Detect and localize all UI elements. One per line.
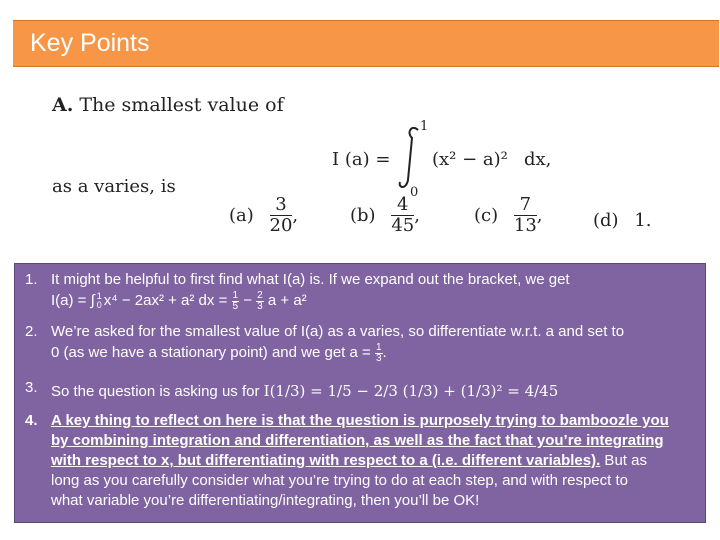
option-b: (b) $\frac{4}{45}$ , xyxy=(350,194,420,236)
point-1-line1: It might be helpful to first find what I(a) is. If we expand out the bracket, we get xyxy=(51,271,570,288)
question-block xyxy=(0,80,720,250)
formula-lhs: I (a) = xyxy=(332,149,391,170)
point-2-number: 2. xyxy=(25,323,38,340)
differential: dx, xyxy=(524,149,552,170)
title-bar xyxy=(13,20,719,67)
integral-upper: 1 xyxy=(420,119,429,134)
question-intro-text: The smallest value of xyxy=(79,94,284,116)
key-points-box xyxy=(14,263,706,523)
point-3-number: 3. xyxy=(25,379,38,396)
point-4-line4: long as you carefully consider what you’re trying to do at each step, and with respect to xyxy=(51,472,628,489)
option-b-fraction: $\frac{4}{45}$ xyxy=(391,194,415,236)
point-3-expression: I(1/3) = 1/5 − 2/3 (1/3) + (1/3)² = 4/45 xyxy=(263,382,559,400)
point-4-line5: what variable you’re differentiating/integrating, then you’ll be OK! xyxy=(51,492,480,509)
option-a: (a) $\frac{3}{20}$ , xyxy=(229,194,299,236)
option-c-label: (c) xyxy=(474,205,499,226)
point-2-line1: We’re asked for the smallest value of I(a) as a varies, so differentiate w.r.t. a and set to xyxy=(51,323,625,340)
point-3-text: So the question is asking us for xyxy=(51,383,260,400)
option-d-label: (d) xyxy=(593,210,619,231)
point-1-line2: I(a) = ∫ 1 0 x⁴ − 2ax² + a² dx = $\frac{1}{5}$ − $\frac{2}{3}$ a + a² xyxy=(51,289,307,312)
option-a-fraction: $\frac{3}{20}$ xyxy=(269,194,293,236)
point-4-line2: by combining integration and differentiation, as well as the fact that you’re integrating xyxy=(51,432,664,449)
point-1-number: 1. xyxy=(25,271,38,288)
option-b-label: (b) xyxy=(350,205,376,226)
integrand: (x² − a)² xyxy=(432,149,508,170)
option-d xyxy=(593,195,652,247)
question-label: A. xyxy=(52,94,74,116)
question-intro xyxy=(52,94,284,116)
integral-sign xyxy=(400,128,418,187)
option-c-fraction: $\frac{7}{13}$ xyxy=(513,194,537,236)
option-d-value: 1. xyxy=(634,210,652,231)
point-4-line1: A key thing to reflect on here is that the question is purposely trying to bamboozle you xyxy=(51,412,669,429)
point-4-number: 4. xyxy=(25,412,38,429)
option-c: (c) $\frac{7}{13}$ , xyxy=(474,194,543,236)
integral-lower: 0 xyxy=(410,185,419,198)
point-2-line2: 0 (as we have a stationary point) and we get a = $\frac{1}{3}$ . xyxy=(51,341,387,364)
slide-title: Key Points xyxy=(30,29,150,57)
integral-formula xyxy=(332,118,592,198)
question-varies: as a varies, is xyxy=(52,176,176,197)
option-a-label: (a) xyxy=(229,205,254,226)
point-4-line3: with respect to x, but differentiating with respect to a (i.e. different variables). But as xyxy=(51,452,647,469)
